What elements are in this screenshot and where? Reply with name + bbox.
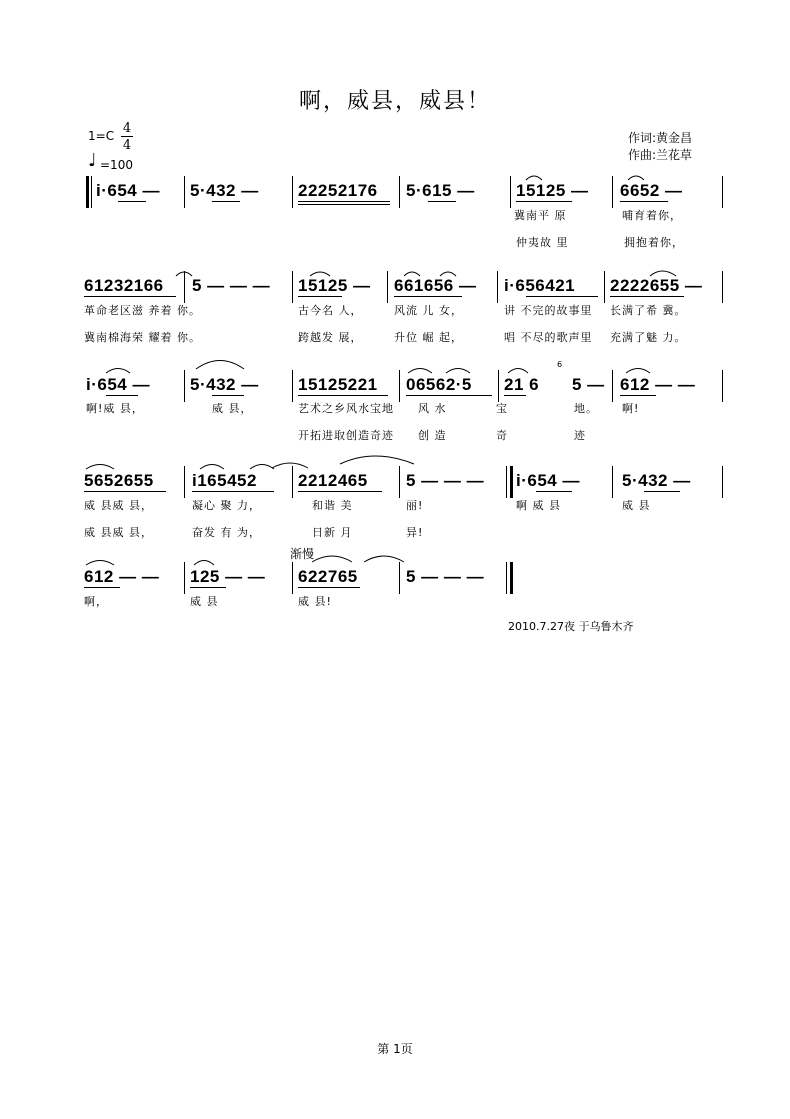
lyrics-verse-1: 风 水 — [418, 402, 447, 415]
date-place: 2010.7.27夜 于乌鲁木齐 — [508, 620, 634, 633]
measure-notes: 5 — — — — [406, 567, 485, 586]
lyrics-verse-2: 拥抱着你， — [624, 236, 684, 249]
lyrics-verse-1: 威 县! — [298, 595, 332, 608]
measure-notes: i165452 — [192, 471, 257, 490]
slur — [250, 465, 274, 470]
measure-notes: 622765 — [298, 567, 358, 586]
slur — [508, 369, 528, 374]
slur — [106, 369, 130, 374]
lyrics-verse-1: 长满了希 冀。 — [610, 304, 687, 317]
lyrics-verse-1: 讲 不完的故事里 — [504, 304, 593, 317]
measure-notes: 612 — — — [84, 567, 160, 586]
measure-notes: 15125 — — [516, 181, 589, 200]
lyrics-verse-1: 威 县 — [190, 595, 219, 608]
lyrics-verse-2: 跨越发 展， — [298, 331, 363, 344]
lyrics-verse-2: 异! — [406, 526, 424, 539]
lyrics-verse-2: 奇 — [496, 429, 508, 442]
slur — [626, 369, 650, 374]
lyrics-verse-2: 创 造 — [418, 429, 447, 442]
lyrics-verse-2: 冀南棉海荣 耀着 你。 — [84, 331, 201, 344]
measure-notes: 5·615 — — [406, 181, 475, 200]
measure-notes: i·654 — — [516, 471, 580, 490]
lyrics-verse-1: 古今名 人， — [298, 304, 363, 317]
slur — [526, 176, 542, 180]
lyrics-verse-2: 仲夷故 里 — [516, 236, 569, 249]
lyrics-verse-2: 日新 月 — [312, 526, 353, 539]
measure-notes: 2212465 — [298, 471, 368, 490]
grace-note: 6 — [557, 360, 563, 369]
tempo-marking-slower: 渐慢 — [290, 547, 315, 561]
slur — [650, 271, 676, 276]
measure-notes: 6652 — — [620, 181, 683, 200]
lyrics-verse-1: 风流 儿 女， — [394, 304, 463, 317]
lyrics-verse-1: 丽! — [406, 499, 424, 512]
tempo-marking: =100 — [100, 158, 133, 172]
lyrics-verse-1: 啊 威 县 — [516, 499, 561, 512]
measure-notes: 5·432 — — [190, 181, 259, 200]
measure-notes: 21 6 — [504, 375, 540, 394]
lyrics-verse-2: 开拓进取创造奇迹 — [298, 429, 394, 442]
time-signature-bottom: 4 — [122, 138, 132, 153]
measure-notes: 125 — — — [190, 567, 266, 586]
lyrics-verse-1: 啊! — [622, 402, 640, 415]
measure-notes: 5652655 — [84, 471, 154, 490]
lyrics-verse-1: 威 县 — [622, 499, 651, 512]
slur — [86, 465, 114, 470]
lyrics-verse-2: 威 县威 县， — [84, 526, 153, 539]
slur — [628, 176, 644, 180]
lyrics-verse-1: 革命老区滋 养着 你。 — [84, 304, 201, 317]
slur — [340, 456, 414, 464]
slur — [404, 272, 420, 276]
lyrics-verse-2: 迹 — [574, 429, 586, 442]
measure-notes: 06562·5 — [406, 375, 472, 394]
song-title: 啊，威县，威县！ — [298, 89, 491, 114]
slur — [312, 556, 352, 562]
slur — [200, 465, 224, 470]
lyrics-verse-1: 哺育着你， — [622, 209, 682, 222]
lyrics-verse-1: 威 县威 县， — [84, 499, 153, 512]
lyrics-verse-2: 唱 不尽的歌声里 — [504, 331, 593, 344]
key-signature: 1=C — [88, 129, 115, 143]
lyrics-verse-2: 升位 崛 起， — [394, 331, 463, 344]
lyrics-verse-1: 威 县， — [212, 402, 253, 415]
measure-notes: 15125221 — [298, 375, 378, 394]
lyrics-verse-1: 宝 — [496, 402, 508, 415]
measure-notes: 5·432 — — [622, 471, 691, 490]
slur — [364, 556, 404, 562]
slur — [176, 272, 192, 276]
slur — [196, 361, 244, 370]
composer-credit: 作曲:兰花草 — [628, 148, 693, 162]
slur — [272, 463, 308, 468]
measure-notes: 5 — — — — [192, 276, 271, 295]
slur — [446, 369, 470, 374]
measure-notes: i·656421 — [504, 276, 576, 295]
quarter-note-icon: ♩ — [88, 150, 97, 171]
lyrics-verse-1: 啊!威 县， — [86, 402, 144, 415]
lyrics-verse-1: 凝心 聚 力， — [192, 499, 261, 512]
measure-notes: i·654 — — [96, 181, 160, 200]
measure-notes: 15125 — — [298, 276, 371, 295]
measure-notes: 22252176 — [298, 181, 378, 200]
lyrics-verse-1: 地。 — [574, 402, 598, 415]
time-signature-top: 4 — [122, 121, 132, 136]
slur — [440, 272, 456, 276]
slur — [194, 561, 214, 566]
measure-notes: 61232166 — [84, 276, 164, 295]
page-number: 第 1页 — [377, 1042, 413, 1056]
lyrics-verse-1: 和谐 美 — [312, 499, 353, 512]
lyrics-verse-2: 奋发 有 为， — [192, 526, 261, 539]
measure-notes: 612 — — — [620, 375, 696, 394]
measure-notes: 5 — — — — [406, 471, 485, 490]
measure-notes: 2222655 — — [610, 276, 703, 295]
measure-notes: 5·432 — — [190, 375, 259, 394]
slur — [86, 561, 114, 566]
slur — [310, 272, 330, 276]
measure-notes: 661656 — — [394, 276, 477, 295]
lyrics-verse-1: 啊， — [84, 595, 108, 608]
lyrics-verse-1: 艺术之乡风水宝地 — [298, 402, 394, 415]
lyricist-credit: 作词:黄金昌 — [628, 131, 693, 145]
lyrics-verse-2: 充满了魅 力。 — [610, 331, 687, 344]
measure-notes: 5 — — [572, 375, 605, 394]
slur — [408, 369, 432, 374]
measure-notes: i·654 — — [86, 375, 150, 394]
lyrics-verse-1: 冀南平 原 — [514, 209, 567, 222]
